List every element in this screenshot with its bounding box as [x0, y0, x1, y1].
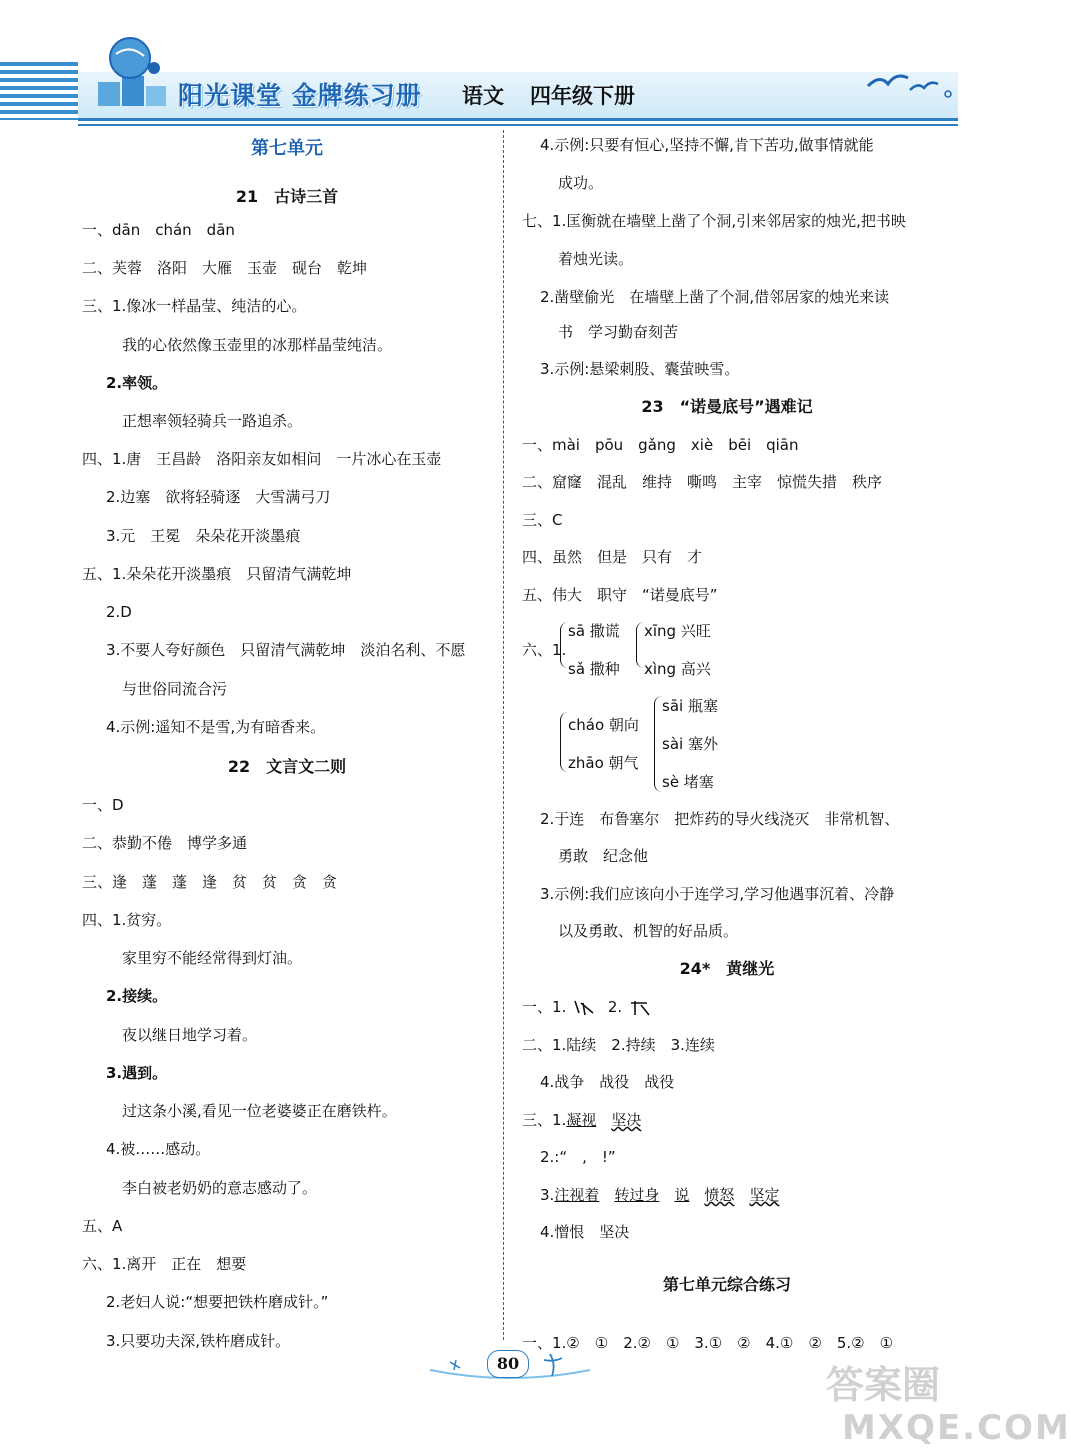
- underlined-word: 凝视: [566, 1111, 597, 1129]
- lesson-22-title: 22 文言文二则: [227, 757, 347, 776]
- header-rule: [78, 124, 958, 126]
- answer-line: 3.示例:我们应该向小于连学习,学习他遇事沉着、冷静: [540, 885, 895, 903]
- pinyin-word: sāi 瓶塞: [662, 697, 718, 715]
- answer-line: 3.示例:悬梁刺股、囊萤映雪。: [540, 360, 740, 378]
- answer-line: 2.老妇人说:“想要把铁杵磨成针。”: [106, 1293, 329, 1311]
- answer-line: 四、1.唐 王昌龄 洛阳亲友如相问 一片冰心在玉壶: [82, 450, 442, 468]
- pinyin-word: sài 塞外: [662, 735, 718, 753]
- answer-line: [522, 1109, 641, 1131]
- item-label: 2.: [607, 998, 623, 1016]
- answer-line: 四、虽然 但是 只有 才: [522, 548, 703, 566]
- answer-line: [540, 1184, 779, 1206]
- answer-line: 4.被……感动。: [106, 1140, 211, 1158]
- answer-line: 二、窟窿 混乱 维持 嘶鸣 主宰 惊慌失措 秩序: [522, 473, 883, 491]
- series-title: 阳光课堂 金牌练习册: [178, 81, 422, 110]
- answer-line: 以及勇敢、机智的好品质。: [558, 922, 739, 940]
- section-six-label: 六、1.: [522, 641, 567, 659]
- pinyin-word: xìng 高兴: [644, 660, 711, 678]
- answer-line: 二、1.陆续 2.持续 3.连续: [522, 1036, 715, 1054]
- answer-line: 与世俗同流合污: [122, 680, 228, 698]
- answer-line: 二、芙蓉 洛阳 大雁 玉壶 砚台 乾坤: [82, 259, 368, 277]
- answer-line: 3.不要人夸好颜色 只留清气满乾坤 淡泊名利、不愿: [106, 641, 466, 659]
- answer-line: 成功。: [558, 174, 604, 192]
- item-label: 3.: [540, 1186, 555, 1204]
- watermark-url: MXQE.COM: [842, 1408, 1071, 1448]
- answer-line: 2.率领。: [106, 374, 168, 392]
- page-number: 80: [487, 1350, 529, 1378]
- answer-line: 我的心依然像玉壶里的冰那样晶莹纯洁。: [122, 336, 393, 354]
- answer-line: 2.边塞 欲将轻骑逐 大雪满弓刀: [106, 488, 331, 506]
- answer-line: 三、1.像冰一样晶莹、纯洁的心。: [82, 297, 307, 315]
- underlined-word: 注视着: [554, 1186, 600, 1204]
- answer-line: 夜以继日地学习着。: [122, 1026, 258, 1044]
- answer-line: 3.遇到。: [106, 1064, 168, 1082]
- birds-icon: [860, 60, 960, 110]
- answer-line: 五、1.朵朵花开淡墨痕 只留清气满乾坤: [82, 565, 352, 583]
- pinyin-word: xīng 兴旺: [644, 622, 711, 640]
- answer-line: 家里穷不能经常得到灯油。: [122, 949, 303, 967]
- answer-line: 着烛光读。: [558, 250, 634, 268]
- wavy-underlined-word: 坚决: [611, 1111, 642, 1129]
- lesson-24-title: 24* 黄继光: [679, 959, 775, 978]
- answer-line: 2.D: [106, 603, 132, 621]
- answer-line: [522, 996, 653, 1018]
- answer-line: 六、1.离开 正在 想要: [82, 1255, 247, 1273]
- answer-line: 2.于连 布鲁塞尔 把炸药的导火线浇灭 非常机智、: [540, 810, 900, 828]
- unit-title: 第七单元: [251, 138, 323, 159]
- stroke-order-icon: [571, 999, 597, 1017]
- column-divider: [503, 130, 504, 1340]
- answer-line: 2.接续。: [106, 987, 168, 1005]
- watermark-logo: 答案圈: [826, 1363, 941, 1407]
- stroke-order-icon: [627, 999, 653, 1017]
- answer-line: 三、逢 蓬 蓬 逢 贫 贫 贪 贪: [82, 873, 338, 891]
- answer-line: 四、1.贫穷。: [82, 911, 172, 929]
- grade-label: 四年级下册: [530, 84, 635, 108]
- pinyin-word: sā 撒谎: [568, 622, 620, 640]
- answer-line: 2.凿壁偷光 在墙壁上凿了个洞,借邻居家的烛光来读: [540, 288, 890, 306]
- wavy-underlined-word: 愤怒: [704, 1186, 735, 1204]
- answer-line: 4.憎恨 坚决: [540, 1223, 630, 1241]
- answer-line: 过这条小溪,看见一位老婆婆正在磨铁杵。: [122, 1102, 397, 1120]
- wavy-underlined-word: 坚定: [749, 1186, 780, 1204]
- pinyin-word: sè 堵塞: [662, 773, 714, 791]
- page-header: [0, 0, 1000, 140]
- lesson-23-title: 23 “诺曼底号”遇难记: [641, 397, 813, 416]
- answer-line: 五、A: [82, 1217, 123, 1235]
- answer-line: 七、1.匡衡就在墙壁上凿了个洞,引来邻居家的烛光,把书映: [522, 212, 906, 230]
- globe-mascot-icon: [90, 30, 180, 110]
- item-label: 一、1.: [522, 998, 567, 1016]
- pinyin-word: sǎ 撒种: [568, 660, 620, 678]
- answer-line: 书 学习勤奋刻苦: [558, 323, 679, 341]
- underlined-word: 转过身: [614, 1186, 660, 1204]
- answer-line: 二、恭勤不倦 博学多通: [82, 834, 248, 852]
- pinyin-word: zhāo 朝气: [568, 754, 639, 772]
- answer-line: 勇敢 纪念他: [558, 847, 649, 865]
- answer-line: 李白被老奶奶的意志感动了。: [122, 1179, 318, 1197]
- pinyin-word: cháo 朝向: [568, 716, 639, 734]
- header-stripes: [0, 62, 78, 120]
- answer-line: 一、D: [82, 796, 124, 814]
- answer-line: 五、伟大 职守 “诺曼底号”: [522, 586, 718, 604]
- answer-line: 3.元 王冕 朵朵花开淡墨痕: [106, 527, 301, 545]
- lesson-21-title: 21 古诗三首: [235, 187, 339, 206]
- subject-label: 语文: [462, 84, 504, 108]
- answer-line: 正想率领轻骑兵一路追杀。: [122, 412, 303, 430]
- answer-line: 4.示例:只要有恒心,坚持不懈,肯下苦功,做事情就能: [540, 136, 874, 154]
- answer-line: 一、1.② ① 2.② ① 3.① ② 4.① ② 5.② ①: [522, 1334, 894, 1352]
- answer-line: 2.:“ , !”: [540, 1148, 616, 1166]
- review-title: 第七单元综合练习: [662, 1275, 791, 1294]
- answer-line: 4.战争 战役 战役: [540, 1073, 675, 1091]
- answer-line: 一、dān chán dān: [82, 221, 235, 239]
- answer-line: 三、C: [522, 511, 563, 529]
- answer-line: 一、mài pōu gǎng xiè bēi qiān: [522, 436, 799, 454]
- answer-line: 4.示例:遥知不是雪,为有暗香来。: [106, 718, 326, 736]
- answer-line: 3.只要功夫深,铁杵磨成针。: [106, 1332, 291, 1350]
- item-label: 三、1.: [522, 1111, 567, 1129]
- underlined-word: 说: [674, 1186, 690, 1204]
